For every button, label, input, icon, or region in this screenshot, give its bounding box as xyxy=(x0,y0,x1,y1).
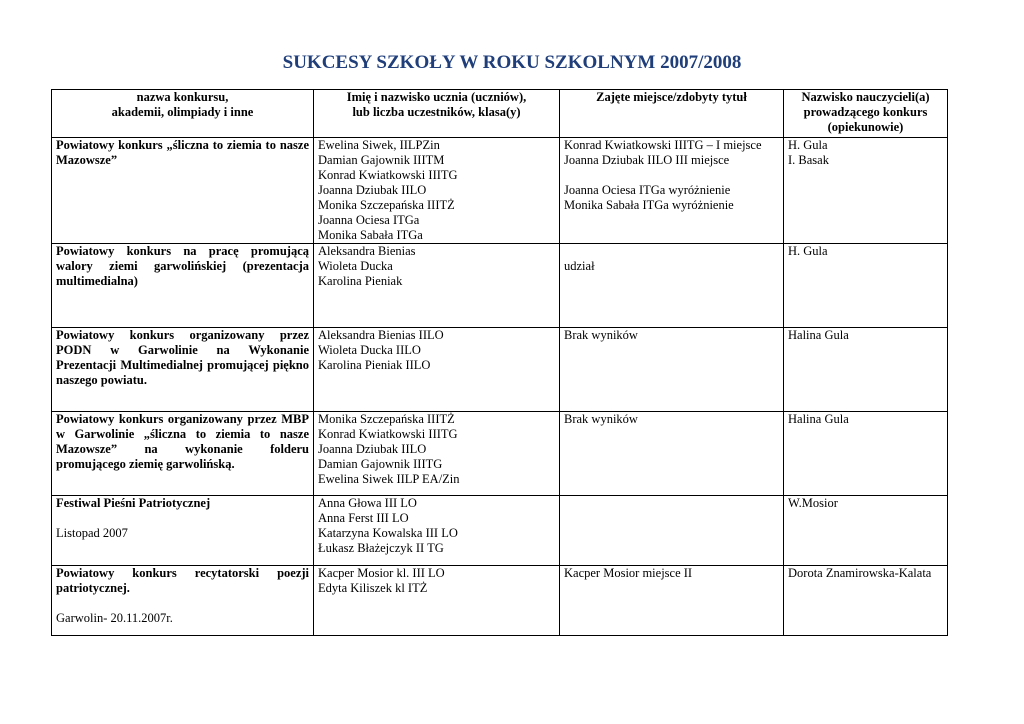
teachers-cell xyxy=(784,496,948,566)
contest-cell xyxy=(52,328,314,412)
place-cell xyxy=(560,566,784,636)
place-text: Joanna Dziubak IILO III miejsce xyxy=(564,153,730,167)
teacher-name: I. Basak xyxy=(788,153,829,167)
students-cell xyxy=(314,412,560,496)
place-cell xyxy=(560,138,784,244)
table-row xyxy=(52,138,948,244)
place-text: Brak wyników xyxy=(564,328,638,342)
students-cell xyxy=(314,138,560,244)
contest-name: Powiatowy konkurs „śliczna to ziemia to nasze Mazowsze” xyxy=(56,138,309,167)
contest-cell xyxy=(52,566,314,636)
student-name: Konrad Kwiatkowski IIITG xyxy=(318,168,458,182)
contest-cell xyxy=(52,496,314,566)
teacher-name: Halina Gula xyxy=(788,328,849,342)
place-cell xyxy=(560,328,784,412)
achievements-table xyxy=(51,89,948,636)
student-name: Joanna Dziubak IILO xyxy=(318,442,427,456)
place-text xyxy=(564,168,779,183)
header-contest xyxy=(52,90,314,138)
contest-cell xyxy=(52,412,314,496)
student-name: Damian Gajownik IIITM xyxy=(318,153,445,167)
header-line: nazwa konkursu, xyxy=(136,90,229,104)
place-text xyxy=(564,244,779,259)
place-text: Joanna Ociesa ITGa wyróżnienie xyxy=(564,183,731,197)
students-cell xyxy=(314,328,560,412)
table-row xyxy=(52,566,948,636)
contest-name: Festiwal Pieśni Patriotycznej xyxy=(56,496,211,510)
contest-name: Powiatowy konkurs recytatorski poezji patriotycznej. xyxy=(56,566,309,595)
table-row xyxy=(52,496,948,566)
students-cell xyxy=(314,496,560,566)
teachers-cell xyxy=(784,566,948,636)
header-place xyxy=(560,90,784,138)
table-row xyxy=(52,244,948,328)
place-cell xyxy=(560,496,784,566)
student-name: Monika Szczepańska IIITŻ xyxy=(318,412,455,426)
header-line: Imię i nazwisko ucznia (uczniów), xyxy=(346,90,527,104)
header-line: Nazwisko nauczycieli(a) xyxy=(801,90,930,104)
students-cell xyxy=(314,244,560,328)
student-name: Katarzyna Kowalska III LO xyxy=(318,526,458,540)
table-header-row xyxy=(52,90,948,138)
header-line: Zajęte miejsce/zdobyty tytuł xyxy=(596,90,747,104)
place-text: Monika Sabała ITGa wyróżnienie xyxy=(564,198,734,212)
header-teachers xyxy=(784,90,948,138)
header-line: (opiekunowie) xyxy=(827,120,904,134)
contest-name: Powiatowy konkurs na pracę promującą walory ziemi garwolińskiej (prezentacja multimedialna) xyxy=(56,244,309,288)
table-row xyxy=(52,328,948,412)
teacher-name: Halina Gula xyxy=(788,412,849,426)
contest-date: Garwolin- 20.11.2007r. xyxy=(56,611,173,625)
students-cell xyxy=(314,566,560,636)
student-name: Wioleta Ducka IILO xyxy=(318,343,421,357)
header-line: prowadzącego konkurs xyxy=(803,105,928,119)
teacher-name: H. Gula xyxy=(788,244,828,258)
place-text: Kacper Mosior miejsce II xyxy=(564,566,693,580)
student-name: Monika Sabała ITGa xyxy=(318,228,423,242)
teachers-cell xyxy=(784,412,948,496)
place-text: Konrad Kwiatkowski IIITG – I miejsce xyxy=(564,138,762,152)
contest-date: Listopad 2007 xyxy=(56,526,128,540)
student-name: Aleksandra Bienias xyxy=(318,244,416,258)
table-row xyxy=(52,412,948,496)
student-name: Edyta Kiliszek kl ITŻ xyxy=(318,581,428,595)
teachers-cell xyxy=(784,328,948,412)
teacher-name: H. Gula xyxy=(788,138,828,152)
student-name: Anna Ferst III LO xyxy=(318,511,409,525)
student-name: Łukasz Błażejczyk II TG xyxy=(318,541,444,555)
student-name: Wioleta Ducka xyxy=(318,259,393,273)
teachers-cell xyxy=(784,138,948,244)
contest-name: Powiatowy konkurs organizowany przez MBP w Garwolinie „śliczna to ziemia to nasze Mazowsze” na wykonanie folderu promującego ziemię garwolińską. xyxy=(56,412,309,471)
student-name: Anna Głowa III LO xyxy=(318,496,417,510)
student-name: Karolina Pieniak xyxy=(318,274,403,288)
student-name: Joanna Ociesa ITGa xyxy=(318,213,420,227)
teacher-name: W.Mosior xyxy=(788,496,838,510)
teacher-name: Dorota Znamirowska-Kalata xyxy=(788,566,932,580)
contest-name: Powiatowy konkurs organizowany przez PODN w Garwolinie na Wykonanie Prezentacji Multimedialnej promującej piękno naszego powiatu. xyxy=(56,328,309,387)
header-line: akademii, olimpiady i inne xyxy=(111,105,254,119)
place-cell xyxy=(560,244,784,328)
header-line: lub liczba uczestników, klasa(y) xyxy=(352,105,521,119)
student-name: Damian Gajownik IIITG xyxy=(318,457,443,471)
header-students xyxy=(314,90,560,138)
student-name: Karolina Pieniak IILO xyxy=(318,358,431,372)
student-name: Ewelina Siwek, IILPZin xyxy=(318,138,440,152)
page-title: SUKCESY SZKOŁY W ROKU SZKOLNYM 2007/2008 xyxy=(282,52,742,73)
student-name: Monika Szczepańska IIITŻ xyxy=(318,198,455,212)
student-name: Aleksandra Bienias IILO xyxy=(318,328,444,342)
student-name: Kacper Mosior kl. III LO xyxy=(318,566,445,580)
student-name: Ewelina Siwek IILP EA/Zin xyxy=(318,472,460,486)
contest-cell xyxy=(52,244,314,328)
student-name: Joanna Dziubak IILO xyxy=(318,183,427,197)
teachers-cell xyxy=(784,244,948,328)
place-text: udział xyxy=(564,259,595,273)
student-name: Konrad Kwiatkowski IIITG xyxy=(318,427,458,441)
place-cell xyxy=(560,412,784,496)
place-text: Brak wyników xyxy=(564,412,638,426)
contest-cell xyxy=(52,138,314,244)
